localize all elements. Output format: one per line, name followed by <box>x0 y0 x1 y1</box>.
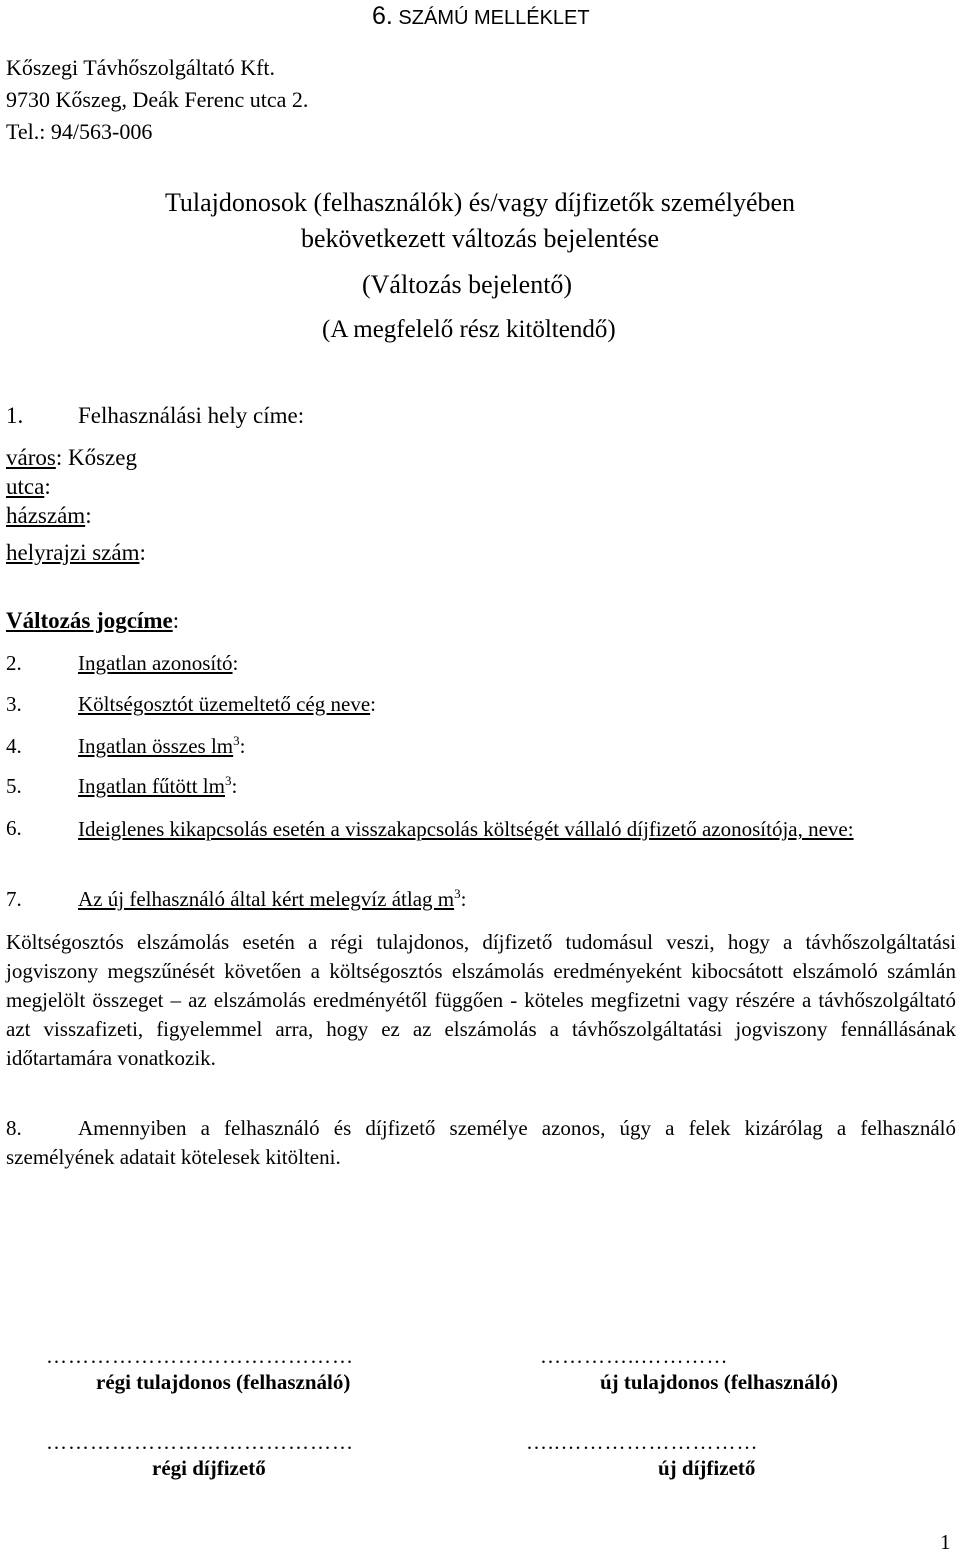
signature-line-old-payer: …………………………………… <box>46 1430 354 1454</box>
old-owner-caption: régi tulajdonos (felhasználó) <box>96 1370 351 1394</box>
item-8-text: Amennyiben a felhasználó és díjfizető személye azonos, úgy a felek kizárólag a felhasználó személyének adatait kötelesek kitölteni. <box>6 1116 956 1169</box>
signature-line-new-payer: …..……………………… <box>526 1430 759 1454</box>
item-superscript: 3 <box>233 733 240 748</box>
item-number: 3. <box>6 692 22 716</box>
item-tail: : <box>231 774 238 798</box>
house-number-colon: : <box>85 503 92 528</box>
lot-number-colon: : <box>139 540 146 565</box>
item-tail: : <box>460 887 467 911</box>
item-number: 5. <box>6 774 22 798</box>
signature-line-old-owner: …………………………………… <box>46 1344 354 1368</box>
city-row <box>6 445 137 471</box>
item-4 <box>6 733 245 759</box>
company-address: 9730 Kőszeg, Deák Ferenc utca 2. <box>6 87 309 112</box>
change-reason-label: Változás jogcíme <box>6 608 173 633</box>
item-tail: : <box>239 734 246 758</box>
section1-number: 1. <box>6 403 24 428</box>
item-number: 8. <box>6 1116 22 1140</box>
company-name: Kőszegi Távhőszolgáltató Kft. <box>6 55 276 80</box>
item-superscript: 3 <box>224 773 232 788</box>
item-tail: : <box>232 651 239 675</box>
city-label: város <box>6 445 56 470</box>
city-colon: : <box>55 445 63 470</box>
item-7 <box>6 886 466 912</box>
item-number: 4. <box>6 734 22 758</box>
page-title-line1: Tulajdonosok (felhasználók) és/vagy díjfizetők személyében <box>164 188 796 217</box>
subtitle-change-notice: (Változás bejelentő) <box>362 270 573 299</box>
item-number: 2. <box>6 651 22 675</box>
page-number: 1 <box>940 1530 951 1554</box>
signature-line-new-owner: …………..………… <box>540 1344 729 1368</box>
annex-label <box>372 2 590 31</box>
lot-number-row <box>6 540 146 566</box>
change-reason-colon: : <box>172 608 180 633</box>
item-number: 6. <box>6 816 22 840</box>
lot-number-label: helyrajzi szám <box>6 540 140 565</box>
house-number-row <box>6 503 92 529</box>
section1-heading <box>6 403 304 429</box>
section1-heading-text: Felhasználási hely címe <box>78 403 298 428</box>
new-payer-caption: új díjfizető <box>658 1456 756 1480</box>
item-2 <box>6 651 238 676</box>
item-6-text: Ideiglenes kikapcsolás esetén a visszakapcsolás költségét vállaló díjfizető azonosítója, neve: <box>78 817 854 841</box>
item-number: 7. <box>6 887 22 911</box>
item-label: Az új felhasználó által kért melegvíz átlag m <box>78 887 455 911</box>
item-label: Ingatlan összes lm <box>78 734 234 758</box>
annex-text: SZÁMÚ MELLÉKLET <box>398 7 590 29</box>
item-label: Ingatlan fűtött lm <box>78 774 225 798</box>
item-label: Költségosztót üzemeltető cég neve <box>78 692 371 716</box>
item-8 <box>6 1114 956 1172</box>
street-label: utca <box>6 474 45 499</box>
annex-number: 6. <box>372 2 393 30</box>
house-number-label: házszám <box>6 503 86 528</box>
city-value: Kőszeg <box>67 445 137 470</box>
item-label: Ingatlan azonosító <box>78 651 233 675</box>
page-title-line2: bekövetkezett változás bejelentése <box>300 224 660 253</box>
item-5 <box>6 773 237 799</box>
section1-heading-colon: : <box>297 403 305 428</box>
change-reason-row <box>6 608 179 634</box>
item-superscript: 3 <box>454 886 461 901</box>
company-phone: Tel.: 94/563-006 <box>6 119 153 144</box>
item-3 <box>6 692 376 717</box>
billing-paragraph: Költségosztós elszámolás esetén a régi tulajdonos, díjfizető tudomásul veszi, hogy a távhőszolgáltatási jogviszony megszűnését követően a költségosztós elszámolás eredményeként kibocsátott elszámoló számlán megjelölt összeget – az elszámolás eredményétől függően - köteles megfizetni vagy részére a távhőszolgáltató azt visszafizeti, figyelemmel arra, hogy ez az elszámolás a távhőszolgáltatási jogviszony fennállásának időtartamára vonatkozik. <box>6 930 956 1070</box>
new-owner-caption: új tulajdonos (felhasználó) <box>600 1370 839 1394</box>
street-row <box>6 474 51 500</box>
item-tail: : <box>370 692 376 716</box>
subtitle-fill-instruction: (A megfelelő rész kitöltendő) <box>322 316 616 343</box>
old-payer-caption: régi díjfizető <box>152 1456 266 1480</box>
street-colon: : <box>44 474 51 499</box>
